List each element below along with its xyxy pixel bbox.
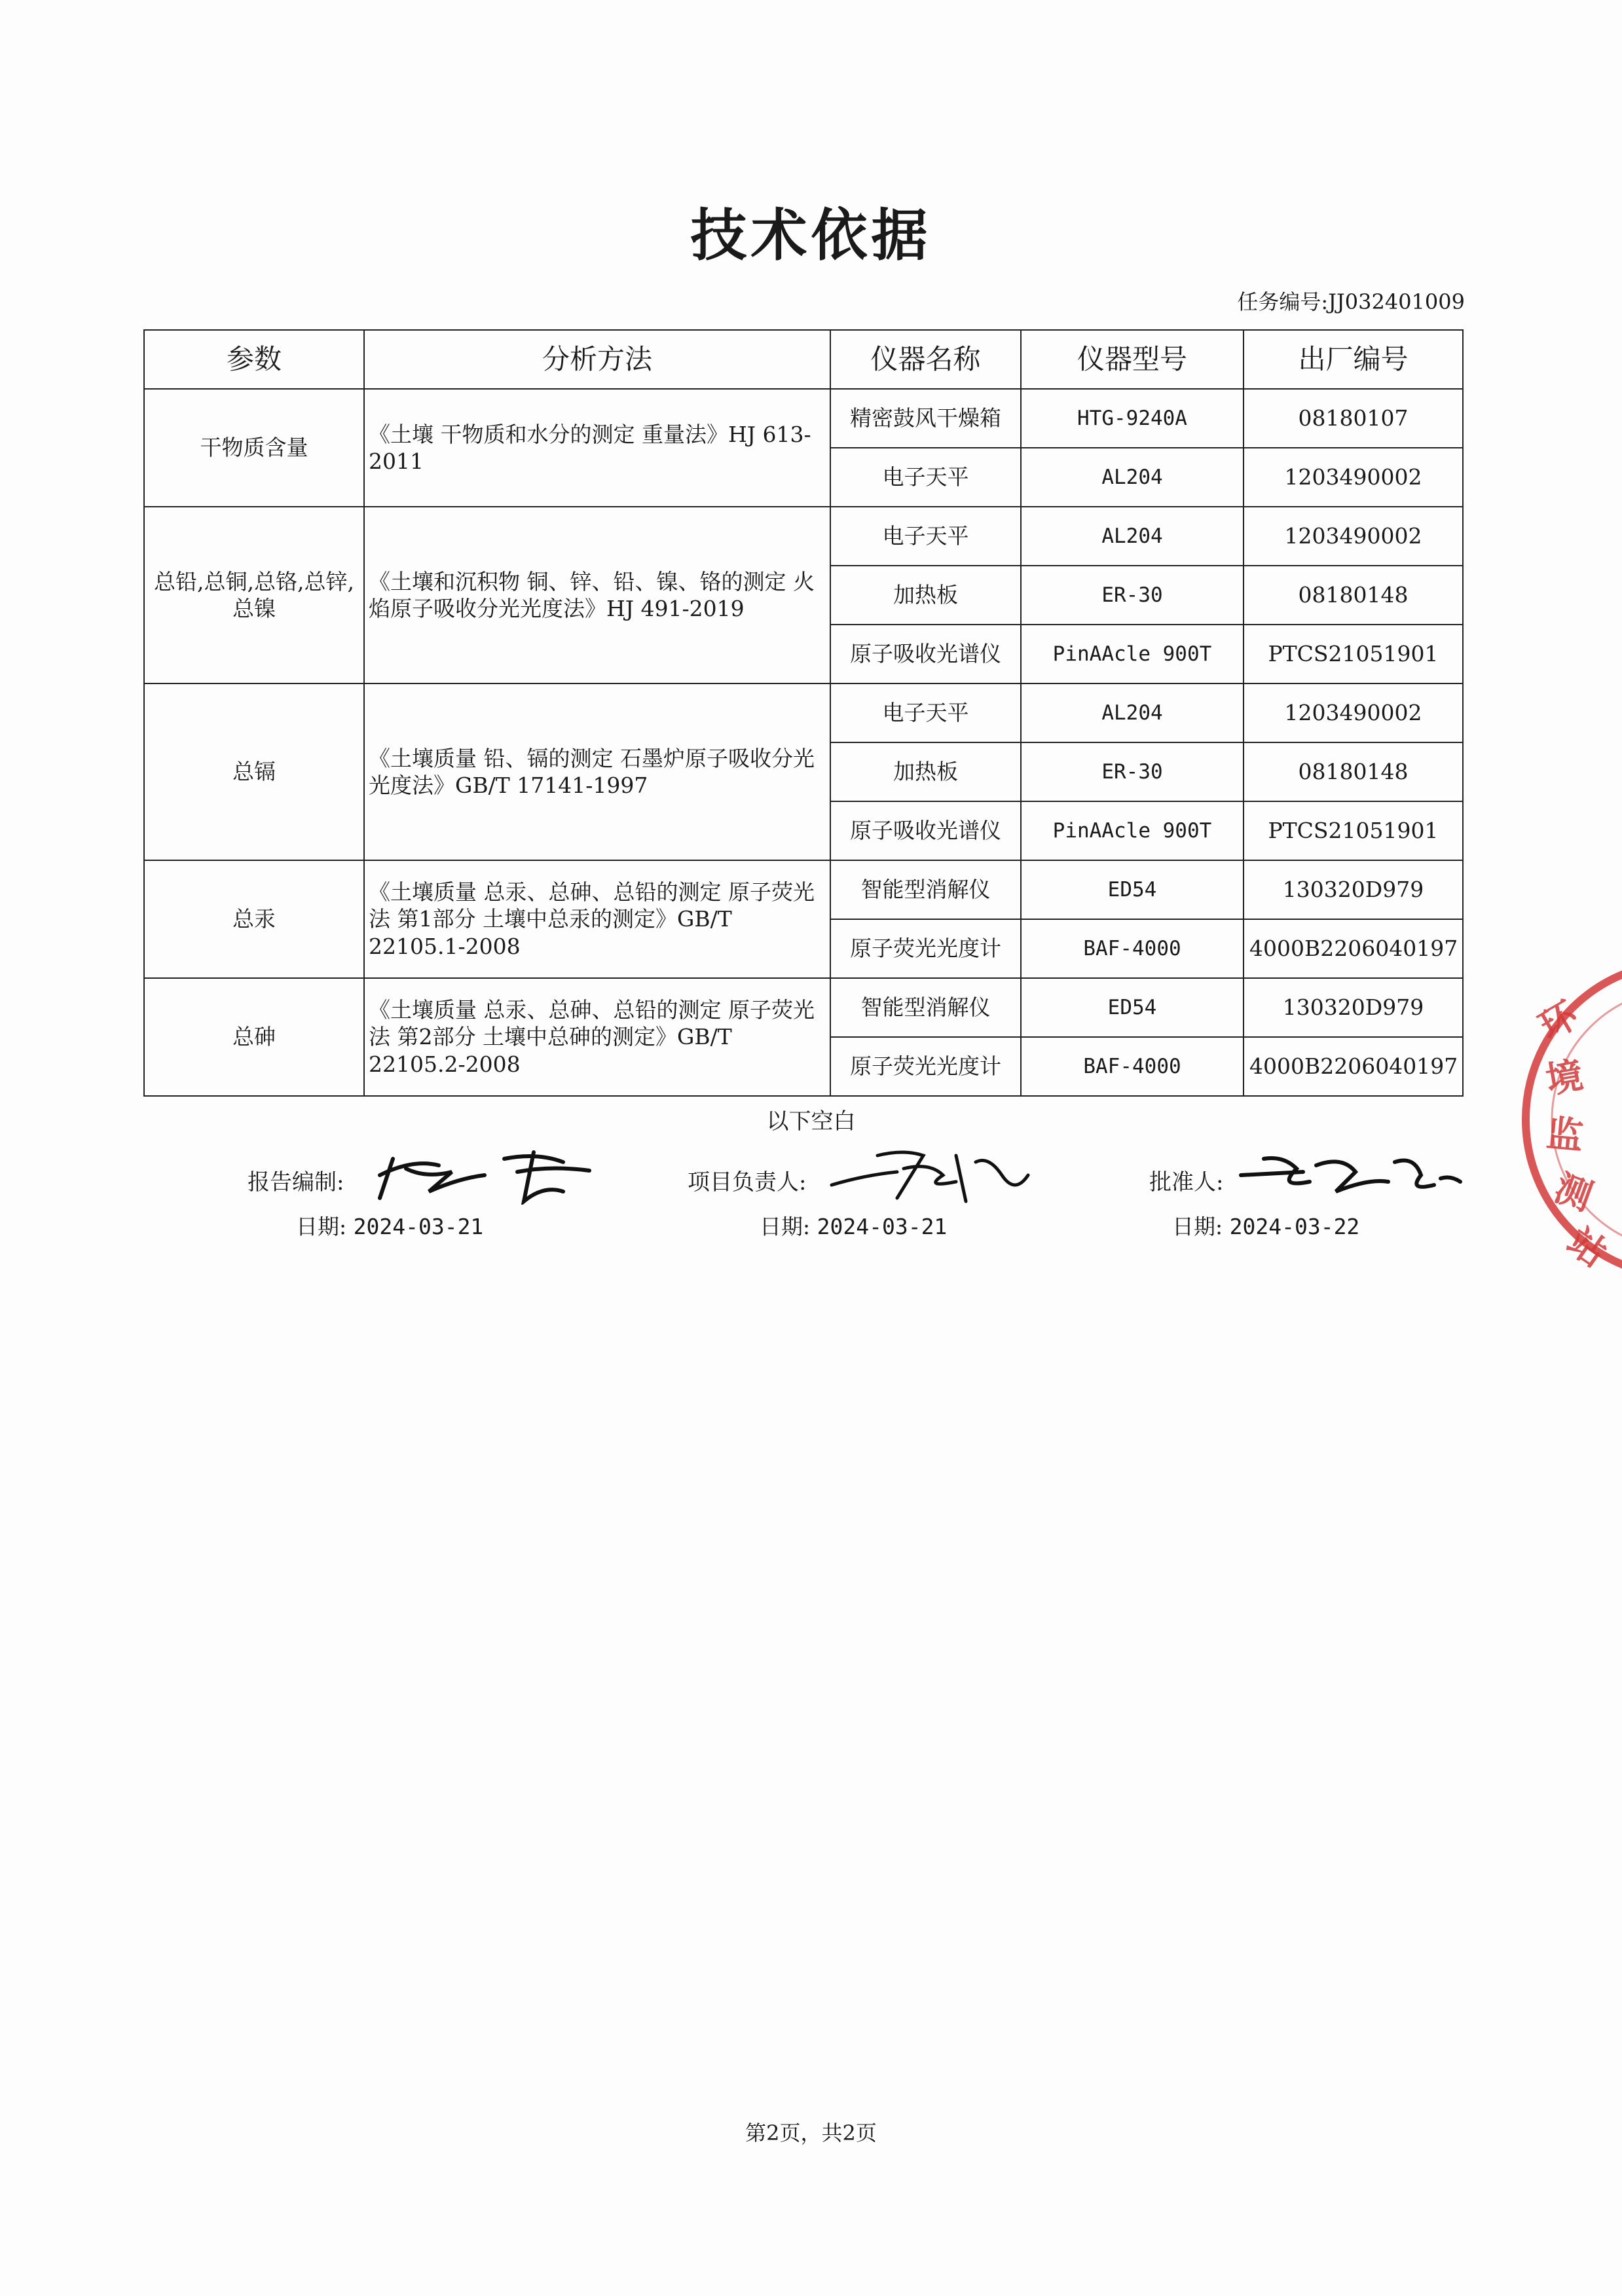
date-value: 2024-03-21 [353, 1214, 484, 1239]
date-label: 日期: [1172, 1214, 1223, 1239]
svg-text:站: 站 [1559, 1220, 1615, 1276]
header-serial-no: 出厂编号 [1244, 330, 1463, 389]
instrument-name-cell: 智能型消解仪 [830, 860, 1021, 919]
method-cell: 《土壤和沉积物 铜、锌、铅、镍、铬的测定 火焰原子吸收分光光度法》HJ 491-2019 [364, 507, 830, 683]
official-seal-stamp [1513, 949, 1622, 1290]
instrument-name-cell: 原子荧光光度计 [830, 919, 1021, 978]
serial-cell: 130320D979 [1244, 860, 1463, 919]
header-method: 分析方法 [364, 330, 830, 389]
header-param: 参数 [144, 330, 364, 389]
instrument-name-cell: 电子天平 [830, 683, 1021, 742]
date-value: 2024-03-22 [1229, 1214, 1360, 1239]
approver-label: 批准人: [1149, 1169, 1224, 1195]
page-title: 技术依据 [690, 203, 932, 268]
instrument-model-cell: ER-30 [1021, 566, 1244, 625]
method-cell: 《土壤 干物质和水分的测定 重量法》HJ 613-2011 [364, 389, 830, 507]
approver-signature [1238, 1142, 1467, 1201]
instrument-name-cell: 原子吸收光谱仪 [830, 625, 1021, 683]
serial-cell: 1203490002 [1244, 448, 1463, 507]
param-cell: 总汞 [144, 860, 364, 978]
instrument-model-cell: PinAAcle 900T [1021, 801, 1244, 860]
table-row [144, 978, 1463, 1037]
param-cell: 总铅,总铜,总铬,总锌,总镍 [144, 507, 364, 683]
serial-cell: 08180148 [1244, 742, 1463, 801]
instrument-name-cell: 加热板 [830, 742, 1021, 801]
instrument-model-cell: PinAAcle 900T [1021, 625, 1244, 683]
table-row [144, 507, 1463, 566]
method-cell: 《土壤质量 总汞、总砷、总铅的测定 原子荧光法 第2部分 土壤中总砷的测定》GB/T 22105.2-2008 [364, 978, 830, 1096]
table-row [144, 683, 1463, 742]
table-row [144, 860, 1463, 919]
instrument-model-cell: BAF-4000 [1021, 1037, 1244, 1096]
date-value: 2024-03-21 [817, 1214, 948, 1239]
compiler-date [296, 1210, 483, 1241]
instrument-name-cell: 电子天平 [830, 507, 1021, 566]
svg-text:环: 环 [1532, 993, 1585, 1049]
manager-label: 项目负责人: [688, 1169, 807, 1195]
manager-signature [825, 1136, 1035, 1208]
instrument-model-cell: AL204 [1021, 683, 1244, 742]
technical-basis-table [143, 329, 1464, 1097]
instrument-model-cell: HTG-9240A [1021, 389, 1244, 448]
instrument-name-cell: 智能型消解仪 [830, 978, 1021, 1037]
instrument-model-cell: ED54 [1021, 978, 1244, 1037]
compiler-signature [367, 1139, 602, 1205]
instrument-model-cell: AL204 [1021, 507, 1244, 566]
serial-cell: 130320D979 [1244, 978, 1463, 1037]
svg-text:境: 境 [1543, 1054, 1587, 1102]
instrument-name-cell: 原子吸收光谱仪 [830, 801, 1021, 860]
serial-cell: 1203490002 [1244, 507, 1463, 566]
page-footer: 第2页，共2页 [745, 2121, 877, 2145]
instrument-name-cell: 原子荧光光度计 [830, 1037, 1021, 1096]
method-cell: 《土壤质量 铅、镉的测定 石墨炉原子吸收分光光度法》GB/T 17141-1997 [364, 683, 830, 860]
serial-cell: 4000B2206040197 [1244, 1037, 1463, 1096]
blank-below-note: 以下空白 [766, 1108, 856, 1135]
manager-date [760, 1210, 947, 1241]
instrument-model-cell: BAF-4000 [1021, 919, 1244, 978]
instrument-model-cell: AL204 [1021, 448, 1244, 507]
approver-date [1172, 1210, 1359, 1241]
instrument-name-cell: 精密鼓风干燥箱 [830, 389, 1021, 448]
header-instrument-model: 仪器型号 [1021, 330, 1244, 389]
instrument-model-cell: ED54 [1021, 860, 1244, 919]
header-instrument-name: 仪器名称 [830, 330, 1021, 389]
param-cell: 总砷 [144, 978, 364, 1096]
compiler-label: 报告编制: [248, 1169, 344, 1195]
serial-cell: 4000B2206040197 [1244, 919, 1463, 978]
serial-cell: PTCS21051901 [1244, 625, 1463, 683]
serial-cell: 1203490002 [1244, 683, 1463, 742]
table-header-row [144, 330, 1463, 389]
method-cell: 《土壤质量 总汞、总砷、总铅的测定 原子荧光法 第1部分 土壤中总汞的测定》GB/T 22105.1-2008 [364, 860, 830, 978]
date-label: 日期: [760, 1214, 811, 1239]
task-number: 任务编号:JJ032401009 [1237, 289, 1465, 314]
instrument-model-cell: ER-30 [1021, 742, 1244, 801]
table-row [144, 389, 1463, 448]
serial-cell: PTCS21051901 [1244, 801, 1463, 860]
date-label: 日期: [296, 1214, 347, 1239]
svg-text:测: 测 [1549, 1167, 1598, 1220]
svg-text:监: 监 [1544, 1112, 1585, 1158]
serial-cell: 08180107 [1244, 389, 1463, 448]
param-cell: 总镉 [144, 683, 364, 860]
serial-cell: 08180148 [1244, 566, 1463, 625]
instrument-name-cell: 加热板 [830, 566, 1021, 625]
param-cell: 干物质含量 [144, 389, 364, 507]
instrument-name-cell: 电子天平 [830, 448, 1021, 507]
